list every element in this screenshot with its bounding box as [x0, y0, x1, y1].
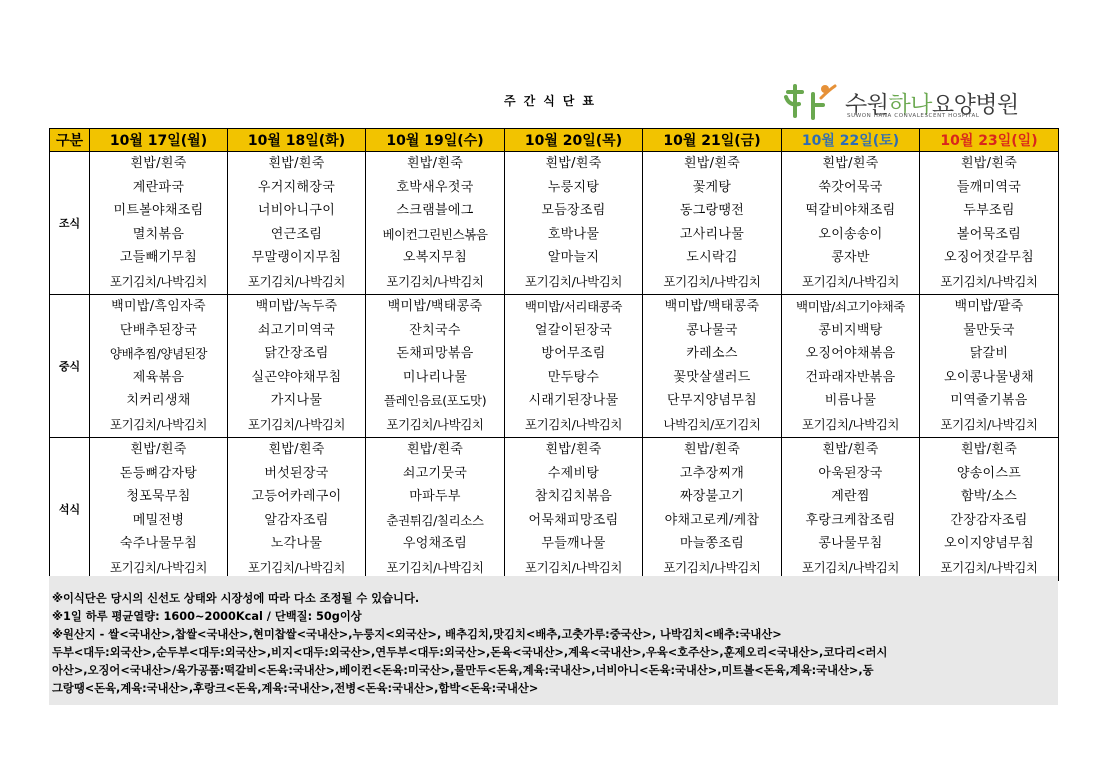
menu-cell [228, 152, 366, 295]
dish-item: 모듬장조림 [541, 203, 606, 218]
dish-item: 계란파국 [132, 179, 185, 195]
dish-item: 고사리나물 [679, 226, 745, 242]
dish-item: 알마늘지 [547, 250, 600, 265]
dish-item: 비름나물 [824, 393, 877, 408]
dish-item: 호박새우젓국 [396, 179, 474, 195]
dish-item: 플레인음료(포도맛) [383, 393, 487, 408]
menu-cell [366, 295, 505, 438]
menu-cell [366, 152, 505, 295]
dish-item: 흰밥/흰죽 [545, 156, 602, 171]
dish-item: 얼갈이된장국 [534, 322, 613, 338]
menu-cell [505, 152, 643, 295]
menu-cell [920, 152, 1059, 295]
menu-cell [90, 295, 228, 438]
menu-cell [920, 295, 1059, 438]
menu-cell [505, 438, 643, 581]
note-line: ※원산지 - 쌀<국내산>,찹쌀<국내산>,현미찹쌀<국내산>,누룽지<외국산>, 배추김치,맛김치<배추,고춧가루:중국산>, 나박김치<배추:국내산> [52, 628, 782, 641]
dish-item: 포기김치/나박김치 [801, 273, 900, 289]
note-line: ※이식단은 당시의 신선도 상태와 시장성에 따라 다소 조정될 수 있습니다. [52, 592, 420, 605]
dish-item: 청포묵무침 [126, 489, 191, 504]
dish-item: 포기김치/나박김치 [524, 416, 623, 432]
logo-mark-icon [783, 80, 841, 120]
header-day: 10월 19일(수) [366, 129, 505, 152]
dish-item: 나박김치/포기김치 [663, 416, 761, 432]
dish-item: 닭갈비 [969, 346, 1009, 361]
dish-item: 백미밥/백태콩죽 [664, 299, 760, 314]
dish-item: 포기김치/나박김치 [109, 559, 208, 575]
dish-item: 떡갈비야채조림 [805, 203, 896, 218]
dish-item: 백미밥/팥죽 [954, 299, 1024, 314]
weekly-menu-table [49, 128, 1059, 581]
dish-item: 후랑크케찹조림 [805, 512, 896, 528]
note-line: 두부<대두:외국산>,순두부<대두:외국산>,비지<대두:외국산>,연두부<대두:외국산>,돈육<국내산>,계육<국내산>,우육<호주산>,훈제오리<국내산>,코다리<러시 [52, 646, 888, 659]
dish-item: 너비아니구이 [257, 203, 336, 218]
dish-item: 흰밥/흰죽 [130, 156, 187, 171]
header-day-saturday: 10월 22일(토) [782, 129, 920, 152]
dish-item: 만두탕수 [547, 369, 600, 385]
dish-item: 카레소스 [686, 346, 738, 361]
dish-item: 미역줄기볶음 [950, 393, 1028, 408]
dish-item: 스크램블에그 [396, 203, 474, 218]
note-line: ※1일 하루 평균열량: 1600~2000Kcal / 단백질: 50g이상 [52, 610, 362, 623]
dish-item: 꽃맛살샐러드 [673, 369, 751, 385]
hospital-name-part3: 요양병원 [931, 92, 1019, 118]
dish-item: 포기김치/나박김치 [801, 416, 900, 432]
dish-item: 어묵채피망조림 [528, 512, 619, 528]
dish-item: 흰밥/흰죽 [406, 156, 464, 171]
dish-item: 물만둣국 [963, 322, 1015, 338]
dish-item: 흰밥/흰죽 [406, 442, 464, 457]
dish-item: 치커리생채 [126, 393, 191, 408]
dish-item: 양송이스프 [956, 465, 1022, 481]
dish-item: 우거지해장국 [257, 179, 336, 195]
meal-row [50, 152, 1059, 295]
dish-item: 포기김치/나박김치 [940, 416, 1038, 432]
dish-item: 포기김치/나박김치 [386, 273, 484, 289]
dish-item: 단무지양념무침 [666, 393, 757, 408]
notes-box [49, 576, 1058, 705]
dish-item: 흰밥/흰죽 [545, 442, 602, 457]
dish-item: 양배추찜/양념된장 [109, 346, 208, 361]
dish-item: 간장감자조림 [950, 512, 1028, 528]
dish-item: 콩나물국 [686, 322, 738, 338]
dish-item: 포기김치/나박김치 [801, 559, 900, 575]
dish-item: 포기김치/나박김치 [386, 416, 484, 432]
dish-item: 오징어야채볶음 [805, 346, 896, 361]
dish-item: 버섯된장국 [264, 465, 329, 481]
menu-cell [643, 152, 782, 295]
menu-cell [366, 438, 505, 581]
dish-item: 돈채피망볶음 [396, 346, 474, 361]
dish-item: 두부조림 [963, 203, 1015, 218]
dish-item: 단배추된장국 [119, 322, 198, 338]
dish-item: 포기김치/나박김치 [524, 559, 623, 575]
dish-item: 실곤약야채무침 [251, 369, 342, 385]
document-title: 주간식단표 [504, 94, 602, 108]
dish-item: 백미밥/흑임자죽 [111, 299, 206, 314]
dish-item: 흰밥/흰죽 [268, 156, 325, 171]
dish-item: 무말랭이지무침 [251, 250, 342, 265]
menu-cell [643, 438, 782, 581]
dish-item: 오복지무침 [402, 250, 468, 265]
note-line: 아산>,오징어<국내산>/육가공품:떡갈비<돈육:국내산>,베이컨<돈육:미국산>,물만두<돈육,계육:국내산>,너비아니<돈육:국내산>,미트볼<돈육,계육:국내산>,동 [52, 664, 874, 677]
dish-item: 포기김치/나박김치 [109, 416, 208, 432]
dish-item: 계란찜 [831, 489, 870, 504]
dish-item: 볼어묵조림 [956, 226, 1022, 242]
dish-item: 포기김치/나박김치 [940, 273, 1038, 289]
dish-item: 백미밥/녹두죽 [255, 299, 338, 314]
header-day-sunday: 10월 23일(일) [920, 129, 1059, 152]
dish-item: 쇠고기미역국 [257, 322, 336, 338]
meal-label: 조식 [50, 152, 90, 295]
dish-item: 짜장불고기 [679, 489, 745, 504]
dish-item: 오이콩나물냉채 [943, 369, 1034, 385]
dish-item: 미나리나물 [402, 369, 468, 385]
dish-item: 시래기된장나물 [528, 393, 619, 408]
note-line: 그랑땡<돈육,계육:국내산>,후랑크<돈육,계육:국내산>,전병<돈육:국내산>,함박<돈육:국내산> [52, 682, 539, 695]
menu-cell [920, 438, 1059, 581]
dish-item: 포기김치/나박김치 [109, 273, 208, 289]
menu-cell [782, 295, 920, 438]
dish-item: 고추장찌개 [679, 465, 745, 481]
menu-cell [505, 295, 643, 438]
header-day: 10월 17일(월) [90, 129, 228, 152]
dish-item: 마늘쫑조림 [679, 536, 745, 551]
dish-item: 콩자반 [831, 250, 870, 265]
dish-item: 흰밥/흰죽 [130, 442, 187, 457]
dish-item: 참치김치볶음 [534, 489, 613, 504]
dish-item: 흰밥/흰죽 [960, 442, 1018, 457]
menu-cell [643, 295, 782, 438]
menu-cell [782, 152, 920, 295]
dish-item: 미트볼야채조림 [113, 203, 204, 218]
menu-cell [228, 295, 366, 438]
dish-item: 백미밥/쇠고기야채죽 [796, 299, 905, 314]
dish-item: 포기김치/나박김치 [940, 559, 1038, 575]
dish-item: 닭간장조림 [264, 346, 329, 361]
dish-item: 건파래자반볶음 [805, 369, 896, 385]
hospital-name-part2: 하나 [888, 92, 932, 118]
dish-item: 포기김치/나박김치 [524, 273, 623, 289]
header-day: 10월 21일(금) [643, 129, 782, 152]
dish-item: 메밀전병 [132, 512, 185, 528]
meal-row [50, 438, 1059, 581]
dish-item: 숙주나물무침 [119, 536, 198, 551]
menu-cell [90, 152, 228, 295]
dish-item: 야채고로케/케찹 [664, 512, 760, 528]
dish-item: 가지나물 [270, 393, 323, 408]
dish-item: 방어무조림 [541, 346, 606, 361]
dish-item: 호박나물 [547, 226, 600, 242]
meal-row [50, 295, 1059, 438]
header-row [50, 129, 1059, 152]
dish-item: 누룽지탕 [547, 179, 600, 195]
dish-item: 고등어카레구이 [251, 489, 342, 504]
dish-item: 오이지양념무침 [943, 536, 1034, 551]
dish-item: 흰밥/흰죽 [822, 442, 879, 457]
dish-item: 포기김치/나박김치 [247, 559, 346, 575]
menu-cell [90, 438, 228, 581]
dish-item: 오징어젓갈무침 [943, 250, 1034, 265]
menu-cell [228, 438, 366, 581]
dish-item: 들깨미역국 [956, 179, 1022, 195]
dish-item: 흰밥/흰죽 [822, 156, 879, 171]
header-day: 10월 18일(화) [228, 129, 366, 152]
dish-item: 흰밥/흰죽 [683, 156, 741, 171]
dish-item: 백미밥/백태콩죽 [387, 299, 483, 314]
dish-item: 아욱된장국 [818, 465, 883, 481]
dish-item: 포기김치/나박김치 [386, 559, 484, 575]
dish-item: 제육볶음 [132, 369, 185, 385]
meal-label: 석식 [50, 438, 90, 581]
dish-item: 수제비탕 [547, 465, 600, 481]
dish-item: 꽃게탕 [692, 179, 732, 195]
dish-item: 도시락김 [686, 250, 738, 265]
dish-item: 알감자조림 [264, 512, 329, 528]
dish-item: 쑥갓어묵국 [818, 179, 883, 195]
dish-item: 쇠고기뭇국 [402, 465, 468, 481]
dish-item: 동그랑땡전 [679, 203, 745, 218]
dish-item: 함박/소스 [960, 489, 1018, 504]
dish-item: 콩나물무침 [818, 536, 883, 551]
header-category: 구분 [50, 129, 90, 152]
dish-item: 노각나물 [270, 536, 323, 551]
dish-item: 잔치국수 [409, 322, 461, 338]
dish-item: 베이컨그린빈스볶음 [382, 226, 488, 242]
hospital-logo [783, 80, 1053, 124]
dish-item: 춘권튀김/칠리소스 [386, 512, 484, 528]
dish-item: 우엉채조림 [402, 536, 468, 551]
hospital-name-part1: 수원 [845, 92, 889, 118]
dish-item: 백미밥/서리태콩죽 [524, 299, 623, 314]
dish-item: 흰밥/흰죽 [268, 442, 325, 457]
dish-item: 흰밥/흰죽 [960, 156, 1018, 171]
dish-item: 오이송송이 [818, 226, 883, 242]
dish-item: 돈등뼈감자탕 [119, 465, 198, 481]
hospital-english-name: SUWON HANA CONVALESCENT HOSPITAL [847, 113, 980, 119]
dish-item: 마파두부 [409, 489, 461, 504]
menu-cell [782, 438, 920, 581]
dish-item: 포기김치/나박김치 [663, 273, 761, 289]
dish-item: 고들빼기무침 [119, 250, 198, 265]
dish-item: 연근조림 [270, 226, 323, 242]
dish-item: 흰밥/흰죽 [683, 442, 741, 457]
dish-item: 포기김치/나박김치 [247, 273, 346, 289]
dish-item: 무들깨나물 [541, 536, 606, 551]
dish-item: 멸치볶음 [132, 226, 185, 242]
dish-item: 콩비지백탕 [818, 322, 883, 338]
dish-item: 포기김치/나박김치 [663, 559, 761, 575]
dish-item: 포기김치/나박김치 [247, 416, 346, 432]
meal-label: 중식 [50, 295, 90, 438]
header-day: 10월 20일(목) [505, 129, 643, 152]
